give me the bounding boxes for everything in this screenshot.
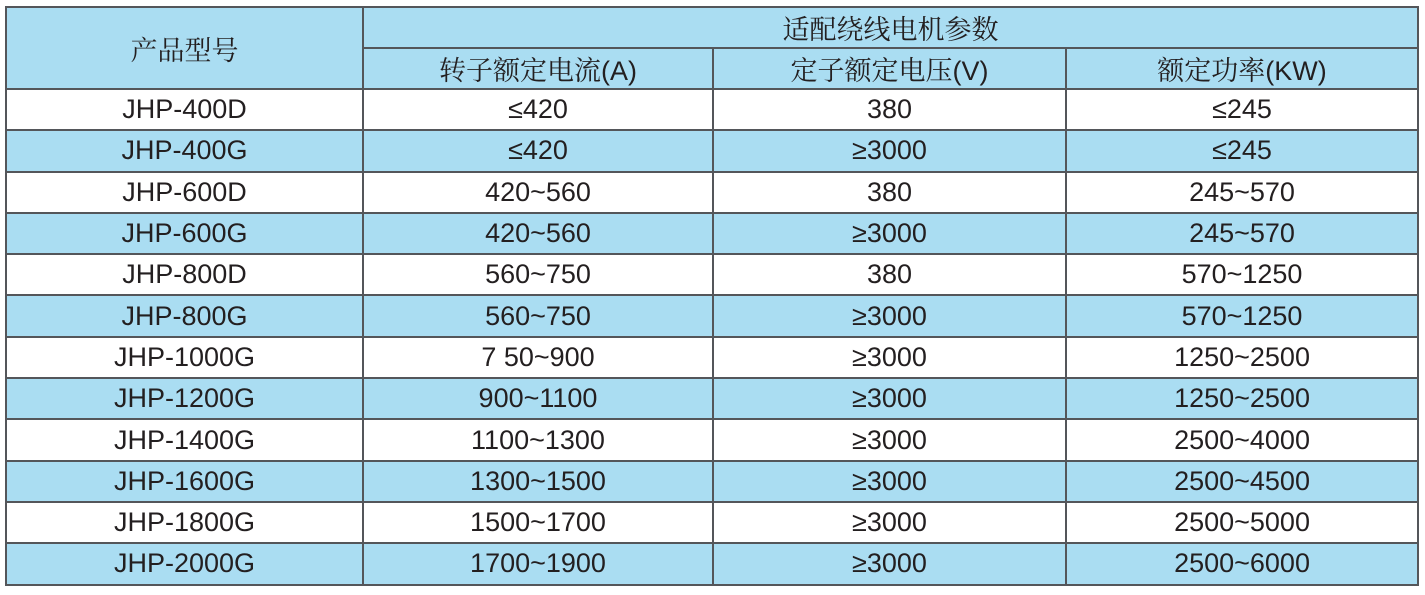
model-cell: JHP-1600G	[6, 461, 363, 502]
stator-voltage-cell: ≥3000	[713, 130, 1066, 171]
rotor-current-cell: 420~560	[363, 172, 713, 213]
table-row	[6, 337, 1418, 378]
table-header	[6, 7, 1418, 89]
rated-power-cell: 1250~2500	[1066, 337, 1418, 378]
stator-voltage-cell: ≥3000	[713, 419, 1066, 460]
rated-power-column-header: 额定功率(KW)	[1066, 48, 1418, 89]
table-row	[6, 254, 1418, 295]
stator-voltage-cell: ≥3000	[713, 461, 1066, 502]
rotor-current-cell: 1300~1500	[363, 461, 713, 502]
motor-parameters-table	[5, 6, 1419, 586]
rotor-current-cell: 900~1100	[363, 378, 713, 419]
motor-spec-table-container	[5, 6, 1417, 586]
rated-power-cell: 245~570	[1066, 172, 1418, 213]
rotor-current-cell: 7 50~900	[363, 337, 713, 378]
rotor-current-cell: 420~560	[363, 213, 713, 254]
model-cell: JHP-1400G	[6, 419, 363, 460]
rotor-current-cell: 1100~1300	[363, 419, 713, 460]
table-row	[6, 172, 1418, 213]
rated-power-cell: 2500~4500	[1066, 461, 1418, 502]
stator-voltage-cell: ≥3000	[713, 337, 1066, 378]
stator-voltage-cell: ≥3000	[713, 295, 1066, 336]
stator-voltage-cell: 380	[713, 89, 1066, 130]
stator-voltage-column-header: 定子额定电压(V)	[713, 48, 1066, 89]
table-row	[6, 295, 1418, 336]
model-cell: JHP-800G	[6, 295, 363, 336]
rated-power-cell: ≤245	[1066, 89, 1418, 130]
model-cell: JHP-1200G	[6, 378, 363, 419]
model-cell: JHP-800D	[6, 254, 363, 295]
rated-power-cell: 2500~6000	[1066, 543, 1418, 584]
model-cell: JHP-1800G	[6, 502, 363, 543]
model-cell: JHP-400D	[6, 89, 363, 130]
model-cell: JHP-2000G	[6, 543, 363, 584]
table-row	[6, 543, 1418, 584]
stator-voltage-cell: ≥3000	[713, 543, 1066, 584]
model-cell: JHP-600D	[6, 172, 363, 213]
rated-power-cell: 1250~2500	[1066, 378, 1418, 419]
table-row	[6, 213, 1418, 254]
rotor-current-cell: 560~750	[363, 254, 713, 295]
table-row	[6, 89, 1418, 130]
rated-power-cell: 2500~4000	[1066, 419, 1418, 460]
model-cell: JHP-600G	[6, 213, 363, 254]
table-row	[6, 461, 1418, 502]
model-cell: JHP-1000G	[6, 337, 363, 378]
model-cell: JHP-400G	[6, 130, 363, 171]
table-row	[6, 502, 1418, 543]
table-row	[6, 419, 1418, 460]
group-header-row	[6, 7, 1418, 48]
stator-voltage-cell: ≥3000	[713, 378, 1066, 419]
rotor-current-cell: ≤420	[363, 130, 713, 171]
rated-power-cell: 570~1250	[1066, 295, 1418, 336]
rotor-current-cell: ≤420	[363, 89, 713, 130]
stator-voltage-cell: ≥3000	[713, 502, 1066, 543]
rated-power-cell: ≤245	[1066, 130, 1418, 171]
rotor-current-cell: 1500~1700	[363, 502, 713, 543]
stator-voltage-cell: ≥3000	[713, 213, 1066, 254]
rated-power-cell: 245~570	[1066, 213, 1418, 254]
stator-voltage-cell: 380	[713, 254, 1066, 295]
rated-power-cell: 570~1250	[1066, 254, 1418, 295]
rotor-current-cell: 1700~1900	[363, 543, 713, 584]
rotor-current-column-header: 转子额定电流(A)	[363, 48, 713, 89]
rated-power-cell: 2500~5000	[1066, 502, 1418, 543]
table-body	[6, 89, 1418, 585]
product-model-column-header: 产品型号	[6, 7, 363, 89]
table-row	[6, 130, 1418, 171]
stator-voltage-cell: 380	[713, 172, 1066, 213]
matched-motor-params-group-header: 适配绕线电机参数	[363, 7, 1418, 48]
rotor-current-cell: 560~750	[363, 295, 713, 336]
table-row	[6, 378, 1418, 419]
